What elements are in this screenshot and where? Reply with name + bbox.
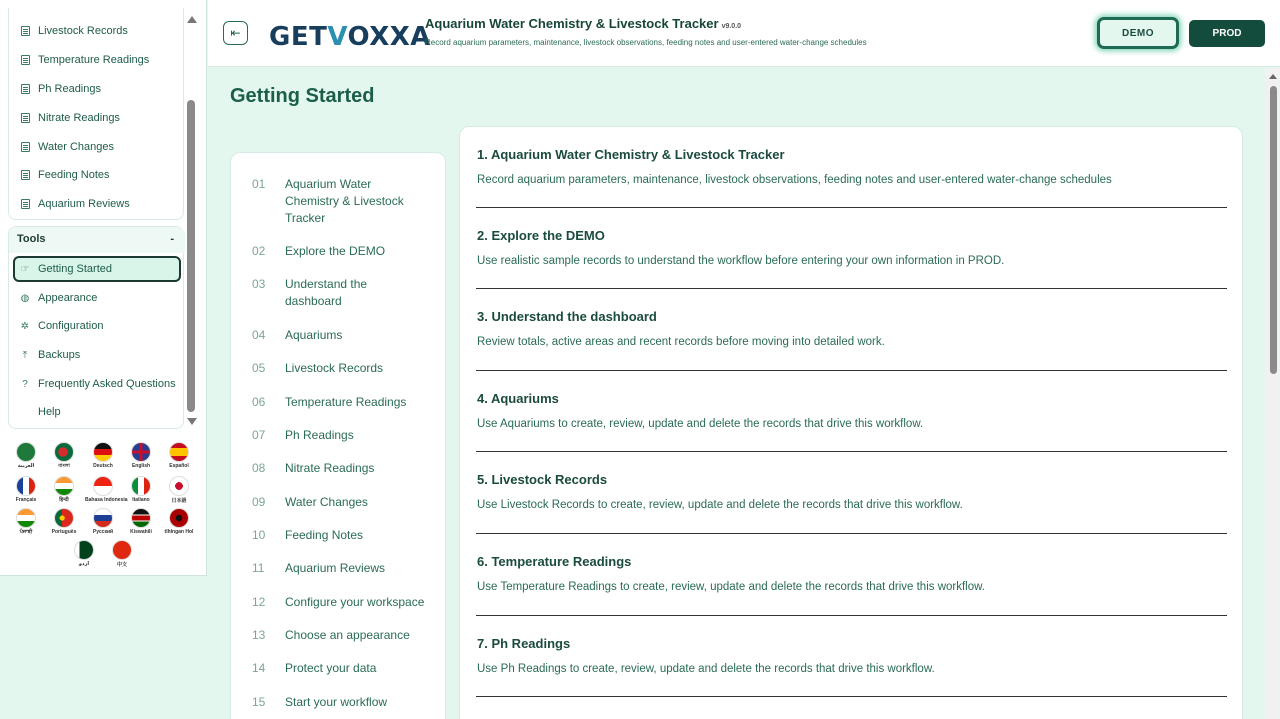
step-card [476, 391, 1227, 452]
sidebar-item-label: Frequently Asked Questions [38, 378, 176, 390]
sidebar-item-ph-readings[interactable] [19, 78, 101, 100]
toc-item[interactable]: 13 Choose an appearance [252, 628, 410, 642]
toc-item[interactable]: 04 Aquariums [252, 328, 343, 342]
document-icon [19, 198, 31, 210]
step-card [476, 554, 1227, 616]
toc-item[interactable]: 15 Start your workflow [252, 695, 388, 709]
step-card [476, 636, 1227, 697]
sidebar-item-getting-started[interactable] [13, 256, 181, 282]
sidebar-item-faq[interactable] [19, 374, 176, 394]
toc-item[interactable]: 09 Water Changes [252, 495, 368, 509]
gear-icon: ✲ [20, 320, 30, 332]
scroll-thumb[interactable] [187, 100, 195, 412]
language-hindi[interactable]: हिन्दी [46, 476, 82, 503]
step-title: 5. Livestock Records [477, 472, 608, 487]
scroll-up-arrow-icon[interactable] [1269, 74, 1277, 79]
language-chinese[interactable]: 中文 [104, 540, 140, 568]
sidebar-item-label: Feeding Notes [38, 169, 110, 181]
sidebar-item-appearance[interactable] [19, 288, 97, 308]
tools-header [17, 233, 177, 249]
sidebar-item-aquarium-reviews[interactable] [19, 193, 130, 215]
sidebar-item-temperature-readings[interactable] [19, 49, 149, 71]
spain-flag-icon [169, 442, 189, 462]
toc-item[interactable]: 05 Livestock Records [252, 361, 384, 375]
records-nav [8, 8, 184, 220]
germany-flag-icon [93, 442, 113, 462]
sidebar [0, 0, 207, 576]
india-flag-icon [54, 476, 74, 496]
collapse-menu-icon: ⇤ [230, 26, 241, 40]
toc-item[interactable]: 01 Aquarium Water Chemistry & Livestock Tracker [252, 177, 404, 225]
sidebar-item-livestock-records[interactable] [19, 20, 128, 42]
pakistan-flag-icon [74, 540, 94, 560]
step-card [476, 472, 1227, 534]
document-icon [19, 83, 31, 95]
language-arabic[interactable]: العربية [8, 442, 44, 469]
step-title: 6. Temperature Readings [477, 554, 632, 569]
sidebar-item-help[interactable] [19, 402, 61, 422]
language-swahili[interactable]: Kiswahili [123, 508, 159, 535]
language-spanish[interactable]: Español [161, 442, 197, 469]
getvoxxa-logo: GETVOXXA [269, 22, 431, 52]
page-title: Getting Started [230, 85, 375, 107]
tools-heading: Tools [17, 233, 46, 245]
sidebar-item-backups[interactable] [19, 345, 80, 365]
document-icon [19, 112, 31, 124]
language-indonesian[interactable]: Bahasa Indonesia [85, 476, 121, 503]
scroll-down-arrow-icon[interactable] [187, 418, 197, 425]
china-flag-icon [112, 540, 132, 560]
language-german[interactable]: Deutsch [85, 442, 121, 469]
app-title: Aquarium Water Chemistry & Livestock Tracker v9.0.0 [425, 16, 742, 31]
language-portuguese[interactable]: Português [46, 508, 82, 535]
language-urdu[interactable]: اردو [66, 540, 102, 567]
kenya-flag-icon [131, 508, 151, 528]
indonesia-flag-icon [93, 476, 113, 496]
sidebar-item-label: Aquarium Reviews [38, 198, 130, 210]
india-flag-icon [16, 508, 36, 528]
sidebar-item-label: Nitrate Readings [38, 112, 120, 124]
sidebar-item-label: Configuration [38, 320, 104, 332]
sidebar-item-configuration[interactable] [19, 316, 103, 336]
question-icon: ? [22, 378, 28, 390]
uk-flag-icon [131, 442, 151, 462]
toc-item[interactable]: 02 Explore the DEMO [252, 244, 386, 258]
russia-flag-icon [93, 508, 113, 528]
japan-flag-icon [169, 476, 189, 496]
france-flag-icon [16, 476, 36, 496]
toc-item[interactable]: 11 Aquarium Reviews [252, 561, 386, 575]
step-card [476, 147, 1227, 208]
step-description: Review totals, active areas and recent records before moving into detailed work. [477, 336, 885, 348]
palette-icon: ◍ [20, 292, 30, 304]
sidebar-item-label: Help [38, 406, 61, 418]
sidebar-item-label: Getting Started [38, 263, 112, 275]
sidebar-item-label: Ph Readings [38, 83, 101, 95]
demo-mode-button[interactable]: DEMO [1097, 17, 1179, 49]
document-icon [19, 54, 31, 66]
prod-mode-button[interactable]: PROD [1189, 20, 1265, 47]
app-header [208, 0, 1280, 67]
table-of-contents [230, 152, 446, 719]
document-icon [19, 141, 31, 153]
step-title: 2. Explore the DEMO [477, 228, 605, 243]
sidebar-toggle-button[interactable] [223, 21, 248, 45]
getting-started-steps [459, 126, 1243, 719]
scroll-thumb[interactable] [1270, 86, 1277, 374]
main-scrollbar[interactable] [1266, 68, 1280, 719]
sidebar-item-label: Temperature Readings [38, 54, 150, 66]
step-title: 4. Aquariums [477, 391, 559, 406]
toc-item[interactable]: 06 Temperature Readings [252, 395, 407, 409]
step-description: Use realistic sample records to understand the workflow before entering your own information in PROD. [477, 255, 1005, 267]
sidebar-item-label: Appearance [38, 292, 98, 304]
scroll-up-arrow-icon[interactable] [187, 16, 197, 23]
step-description: Record aquarium parameters, maintenance, livestock observations, feeding notes and user-entered water-change schedules [477, 174, 1112, 186]
klingon-emblem-icon [169, 508, 189, 528]
sidebar-item-label: Water Changes [38, 141, 115, 153]
step-description: Use Ph Readings to create, review, update and delete the records that drive this workflow. [477, 663, 935, 675]
language-klingon[interactable]: tlhIngan Hol [161, 508, 197, 535]
step-title: 7. Ph Readings [477, 636, 571, 651]
step-card [476, 228, 1227, 289]
sidebar-item-nitrate-readings[interactable] [19, 107, 120, 129]
step-description: Use Livestock Records to create, review, update and delete the records that drive this workflow. [477, 499, 963, 511]
toc-item[interactable]: 14 Protect your data [252, 661, 377, 675]
language-punjabi[interactable]: ਪੰਜਾਬੀ [8, 508, 44, 535]
language-italian[interactable]: Italiano [123, 476, 159, 503]
sidebar-item-water-changes[interactable] [19, 136, 114, 158]
tools-collapse-toggle[interactable]: - [170, 233, 174, 245]
portugal-flag-icon [54, 508, 74, 528]
sidebar-item-feeding-notes[interactable] [19, 164, 110, 186]
language-french[interactable]: Français [8, 476, 44, 503]
toc-item[interactable]: 12 Configure your workspace [252, 595, 425, 609]
version-badge: v9.0.0 [721, 23, 742, 30]
sidebar-item-label: Livestock Records [38, 25, 128, 37]
step-description: Use Aquariums to create, review, update and delete the records that drive this workflow. [477, 418, 924, 430]
language-bengali[interactable]: বাংলা [46, 442, 82, 471]
upload-icon: ⤒ [22, 349, 28, 361]
sidebar-item-label: Backups [38, 349, 81, 361]
step-description: Use Temperature Readings to create, review, update and delete the records that drive this workflow. [477, 581, 985, 593]
toc-item[interactable]: 10 Feeding Notes [252, 528, 364, 542]
step-title: 3. Understand the dashboard [477, 309, 657, 324]
language-russian[interactable]: Русский [85, 508, 121, 535]
hand-point-icon: ☞ [20, 263, 30, 275]
saudi-flag-icon [16, 442, 36, 462]
toc-item[interactable]: 07 Ph Readings [252, 428, 354, 442]
step-title: 1. Aquarium Water Chemistry & Livestock Tracker [477, 147, 785, 162]
app-subtitle: Record aquarium parameters, maintenance, livestock observations, feeding notes and user-entered water-change schedules [425, 38, 867, 47]
bangladesh-flag-icon [54, 442, 74, 462]
step-card [476, 309, 1227, 371]
document-icon [19, 169, 31, 181]
toc-item[interactable]: 03 Understand the dashboard [252, 277, 368, 308]
document-icon [19, 25, 31, 37]
language-english[interactable]: English [123, 442, 159, 469]
toc-item[interactable]: 08 Nitrate Readings [252, 461, 375, 475]
italy-flag-icon [131, 476, 151, 496]
sidebar-scrollbar[interactable] [186, 12, 198, 430]
tools-section [8, 226, 184, 429]
language-japanese[interactable]: 日本語 [161, 476, 197, 504]
